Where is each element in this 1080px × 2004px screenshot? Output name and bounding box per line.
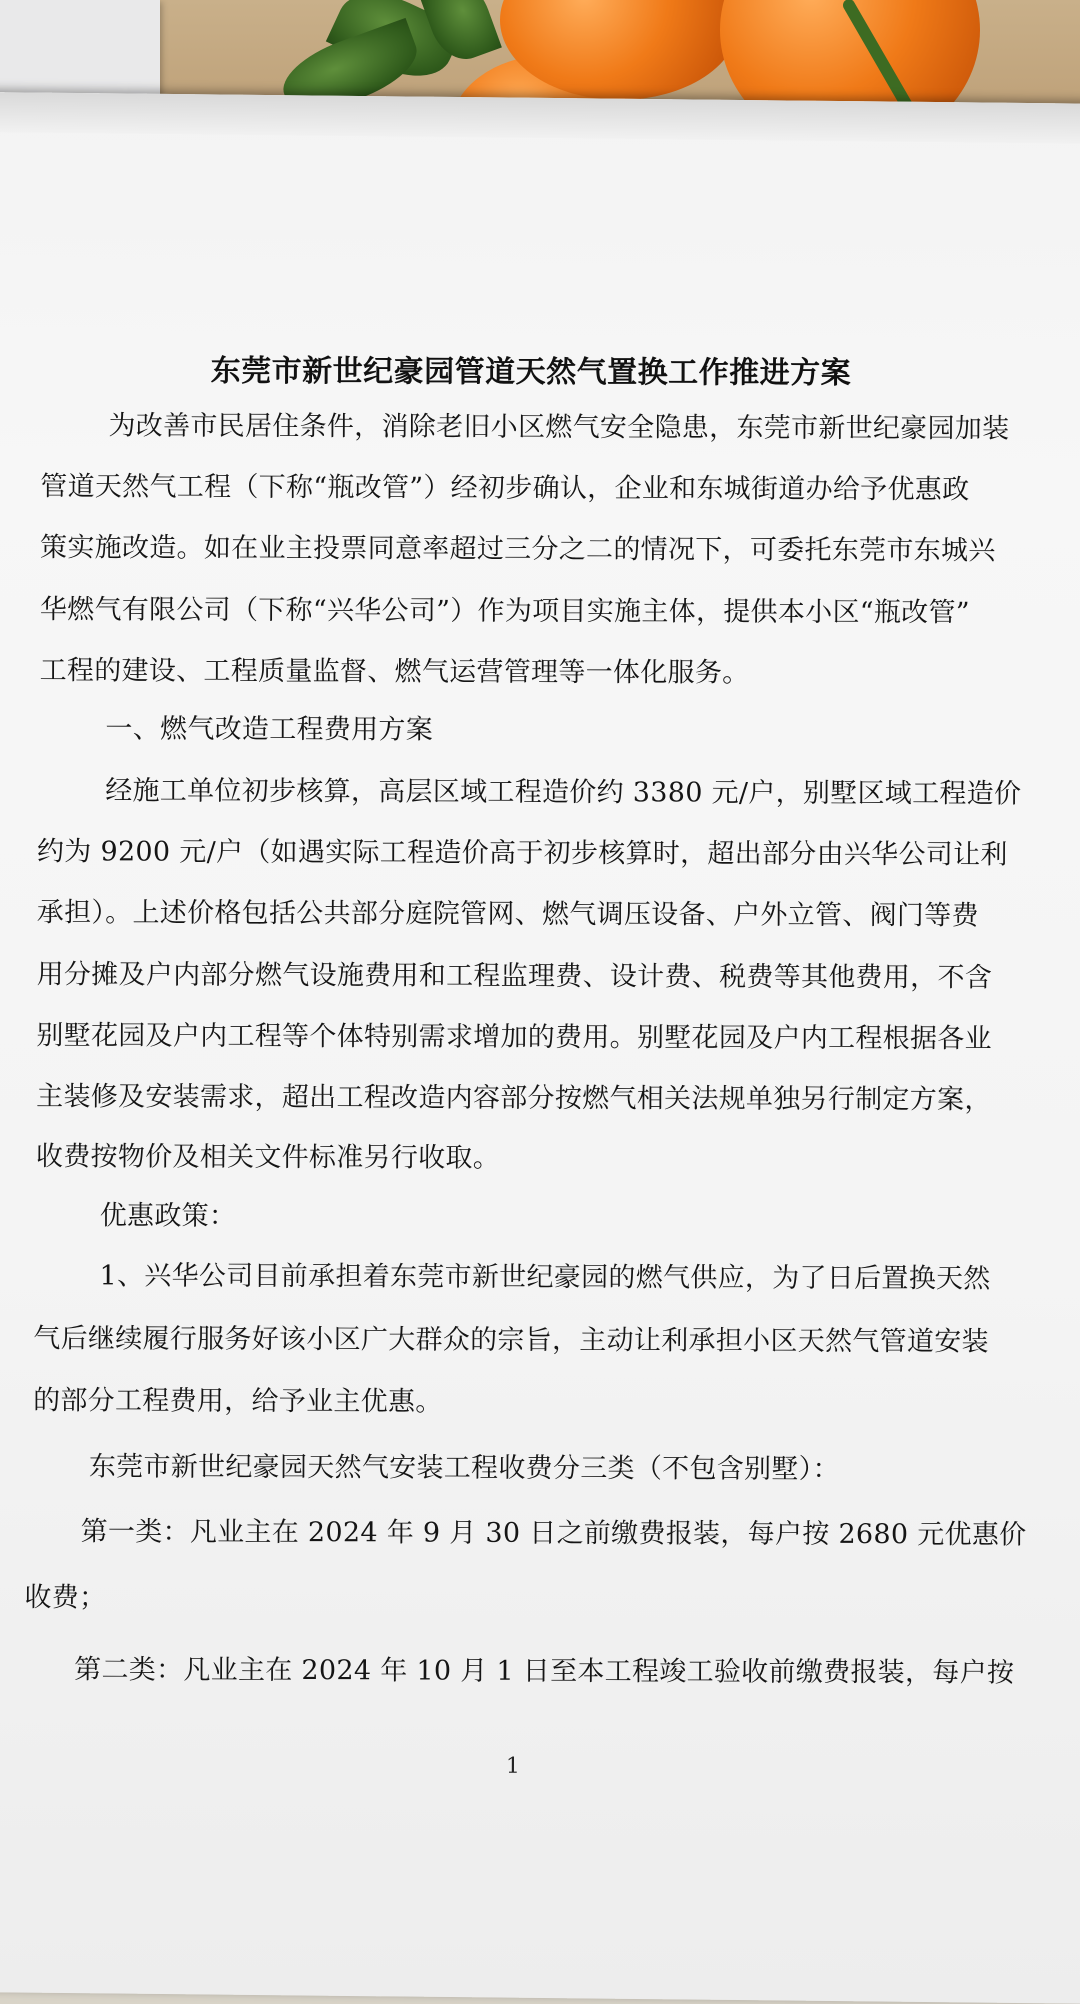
paragraph-line: 管道天然气工程（下称“瓶改管”）经初步确认，企业和东城街道办给予优惠政 xyxy=(40,471,970,506)
document-title: 东莞市新世纪豪园管道天然气置换工作推进方案 xyxy=(210,353,852,391)
paragraph-line: 承担）。上述价格包括公共部分庭院管网、燃气调压设备、户外立管、阀门等费 xyxy=(36,897,979,932)
paragraph-line: 工程的建设、工程质量监督、燃气运营管理等一体化服务。 xyxy=(39,655,750,689)
paragraph-line: 气后继续履行服务好该小区广大群众的宗旨，主动让利承担小区天然气管道安装 xyxy=(33,1323,989,1358)
paragraph-line: 约为 9200 元/户（如遇实际工程造价高于初步核算时，超出部分由兴华公司让利 xyxy=(36,836,1008,871)
paragraph-line: 的部分工程费用，给予业主优惠。 xyxy=(33,1385,443,1418)
paragraph-line: 收费按物价及相关文件标准另行收取。 xyxy=(35,1141,501,1174)
paragraph-line: 经施工单位初步核算，高层区域工程造价约 3380 元/户，别墅区域工程造价 xyxy=(105,775,1022,810)
section-heading: 一、燃气改造工程费用方案 xyxy=(105,713,434,746)
paragraph-line: 为改善市民居住条件，消除老旧小区燃气安全隐患，东莞市新世纪豪园加装 xyxy=(108,410,1010,445)
paragraph-line: 主装修及安装需求，超出工程改造内容部分按燃气相关法规单独另行制定方案， xyxy=(36,1081,992,1116)
paragraph-line: 华燃气有限公司（下称“兴华公司”）作为项目实施主体，提供本小区“瓶改管” xyxy=(39,594,970,629)
paragraph-line: 第一类：凡业主在 2024 年 9 月 30 日之前缴费报装，每户按 2680 元优惠价 xyxy=(80,1516,1027,1551)
page-number: 1 xyxy=(505,1753,520,1779)
paragraph-line: 第二类：凡业主在 2024 年 10 月 1 日至本工程竣工验收前缴费报装，每户按 xyxy=(74,1654,1015,1689)
paragraph-line: 东莞市新世纪豪园天然气安装工程收费分三类（不包含别墅）： xyxy=(88,1451,840,1485)
paragraph-line: 1、兴华公司目前承担着东莞市新世纪豪园的燃气供应，为了日后置换天然 xyxy=(99,1260,991,1295)
subheading: 优惠政策： xyxy=(99,1200,237,1232)
paragraph-line: 收费； xyxy=(24,1582,107,1614)
paragraph-line: 策实施改造。如在业主投票同意率超过三分之二的情况下，可委托东莞市东城兴 xyxy=(40,532,996,567)
paragraph-line: 用分摊及户内部分燃气设施费用和工程监理费、设计费、税费等其他费用，不含 xyxy=(36,959,993,994)
paragraph-line: 别墅花园及户内工程等个体特别需求增加的费用。别墅花园及户内工程根据各业 xyxy=(36,1020,992,1055)
